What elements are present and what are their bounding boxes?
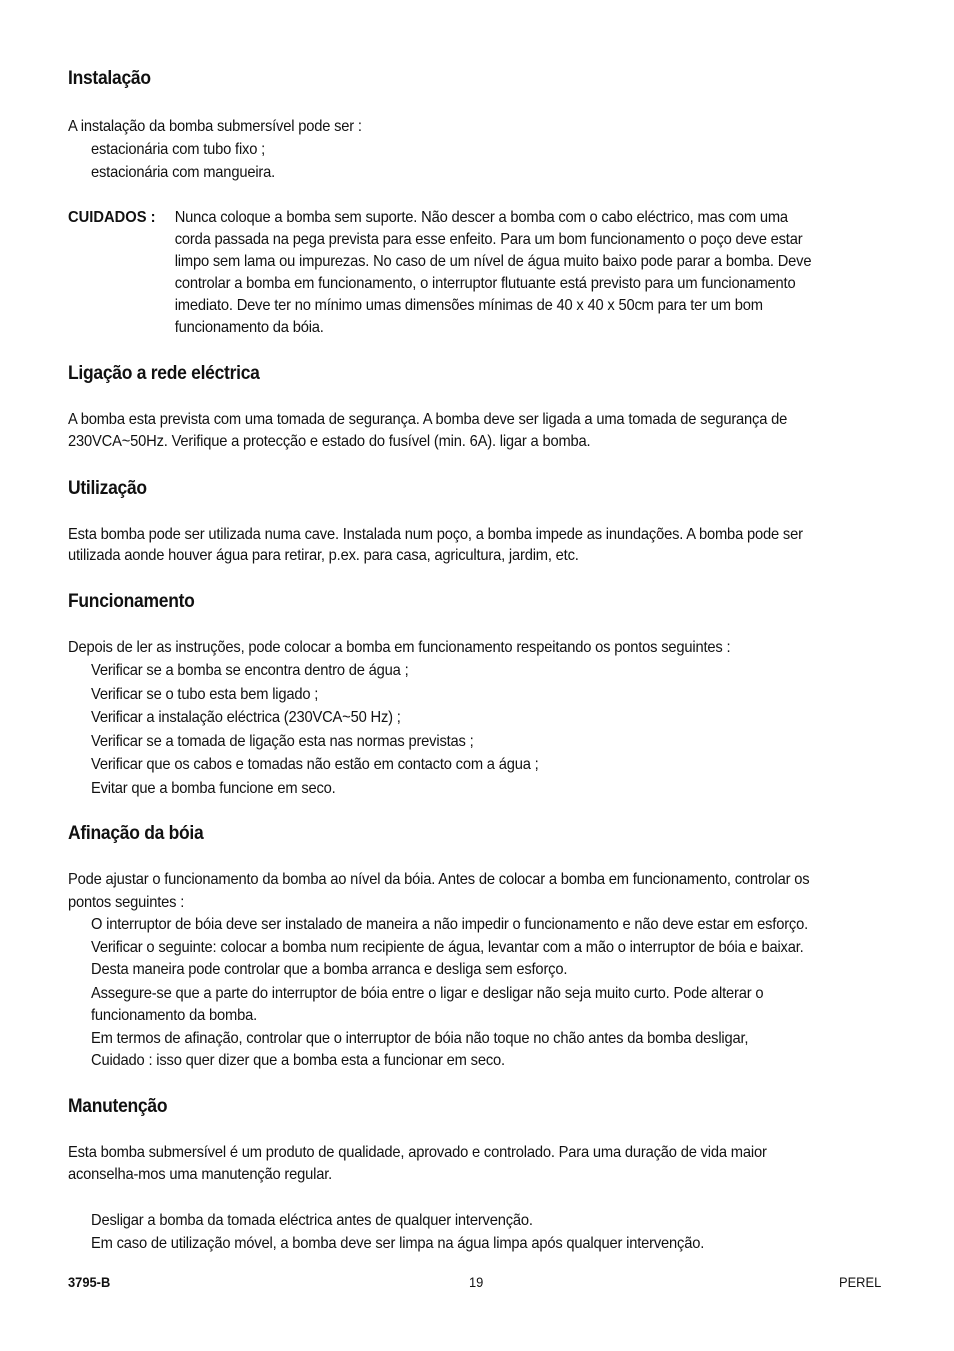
float-item: Desta maneira pode controlar que a bomba arranca e desliga sem esforço. — [91, 961, 568, 978]
operation-item: Verificar se a tomada de ligação esta nas normas previstas ; — [91, 733, 474, 750]
caution-line: funcionamento da bóia. — [174, 319, 324, 336]
section-heading-usage: Utilização — [68, 478, 147, 499]
footer-model: 3795-B — [68, 1274, 111, 1290]
operation-item: Verificar se o tubo esta bem ligado ; — [91, 686, 319, 703]
caution-line: imediato. Deve ter no mínimo umas dimensões mínimas de 40 x 40 x 50cm para ter um bom — [174, 297, 763, 314]
section-heading-float: Afinação da bóia — [68, 823, 204, 844]
float-item: Assegure-se que a parte do interruptor de bóia entre o ligar e desligar não seja muito curto. Pode alterar o — [91, 985, 764, 1002]
caution-label: CUIDADOS : — [68, 209, 156, 226]
maintenance-item: Desligar a bomba da tomada eléctrica antes de qualquer intervenção. — [91, 1212, 533, 1229]
electrical-line: 230VCA~50Hz. Verifique a protecção e estado do fusível (min. 6A). ligar a bomba. — [68, 433, 591, 450]
installation-item: estacionária com tubo fixo ; — [91, 141, 266, 158]
maintenance-intro-line: Esta bomba submersível é um produto de qualidade, aprovado e controlado. Para uma duração de vida maior — [68, 1144, 767, 1161]
float-intro-line: Pode ajustar o funcionamento da bomba ao nível da bóia. Antes de colocar a bomba em funcionamento, controlar os — [68, 871, 810, 888]
caution-line: corda passada na pega prevista para esse enfeito. Para um bom funcionamento o poço deve estar — [174, 231, 803, 248]
footer-brand: PEREL — [839, 1274, 882, 1290]
section-heading-installation: Instalação — [68, 68, 151, 89]
electrical-line: A bomba esta prevista com uma tomada de segurança. A bomba deve ser ligada a uma tomada de segurança de — [68, 411, 788, 428]
installation-item: estacionária com mangueira. — [91, 164, 276, 181]
maintenance-intro-line: aconselha-mos uma manutenção regular. — [68, 1166, 333, 1183]
float-item: Verificar o seguinte: colocar a bomba num recipiente de água, levantar com a mão o interruptor de bóia e baixar. — [91, 939, 804, 956]
float-intro-line: pontos seguintes : — [68, 894, 185, 911]
caution-line: limpo sem lama ou impurezas. No caso de um nível de água muito baixo pode parar a bomba. Deve — [174, 253, 812, 270]
usage-line: Esta bomba pode ser utilizada numa cave. Instalada num poço, a bomba impede as inundações. A bomba pode ser — [68, 526, 803, 543]
caution-line: Nunca coloque a bomba sem suporte. Não descer a bomba com o cabo eléctrico, mas com uma — [174, 209, 788, 226]
operation-item: Verificar que os cabos e tomadas não estão em contacto com a água ; — [91, 756, 539, 773]
section-heading-operation: Funcionamento — [68, 591, 195, 612]
float-item: funcionamento da bomba. — [91, 1007, 257, 1024]
footer-page-number: 19 — [469, 1274, 484, 1290]
maintenance-item: Em caso de utilização móvel, a bomba deve ser limpa na água limpa após qualquer intervenção. — [91, 1235, 705, 1252]
operation-item: Verificar a instalação eléctrica (230VCA~50 Hz) ; — [91, 709, 401, 726]
operation-intro: Depois de ler as instruções, pode colocar a bomba em funcionamento respeitando os pontos seguintes : — [68, 639, 731, 656]
caution-text — [175, 207, 883, 339]
usage-line: utilizada aonde houver água para retirar, p.ex. para casa, agricultura, jardim, etc. — [68, 547, 579, 564]
float-item: O interruptor de bóia deve ser instalado de maneira a não impedir o funcionamento e não deve estar em esforço. — [91, 916, 809, 933]
float-item: Em termos de afinação, controlar que o interruptor de bóia não toque no chão antes da bomba desligar, — [91, 1030, 749, 1047]
operation-item: Evitar que a bomba funcione em seco. — [91, 780, 336, 797]
caution-line: controlar a bomba em funcionamento, o interruptor flutuante está previsto para um funcionamento — [174, 275, 796, 292]
section-heading-maintenance: Manutenção — [68, 1096, 168, 1117]
section-heading-electrical: Ligação a rede eléctrica — [68, 363, 260, 384]
operation-item: Verificar se a bomba se encontra dentro de água ; — [91, 662, 409, 679]
installation-intro: A instalação da bomba submersível pode ser : — [68, 118, 362, 135]
float-item: Cuidado : isso quer dizer que a bomba esta a funcionar em seco. — [91, 1052, 505, 1069]
